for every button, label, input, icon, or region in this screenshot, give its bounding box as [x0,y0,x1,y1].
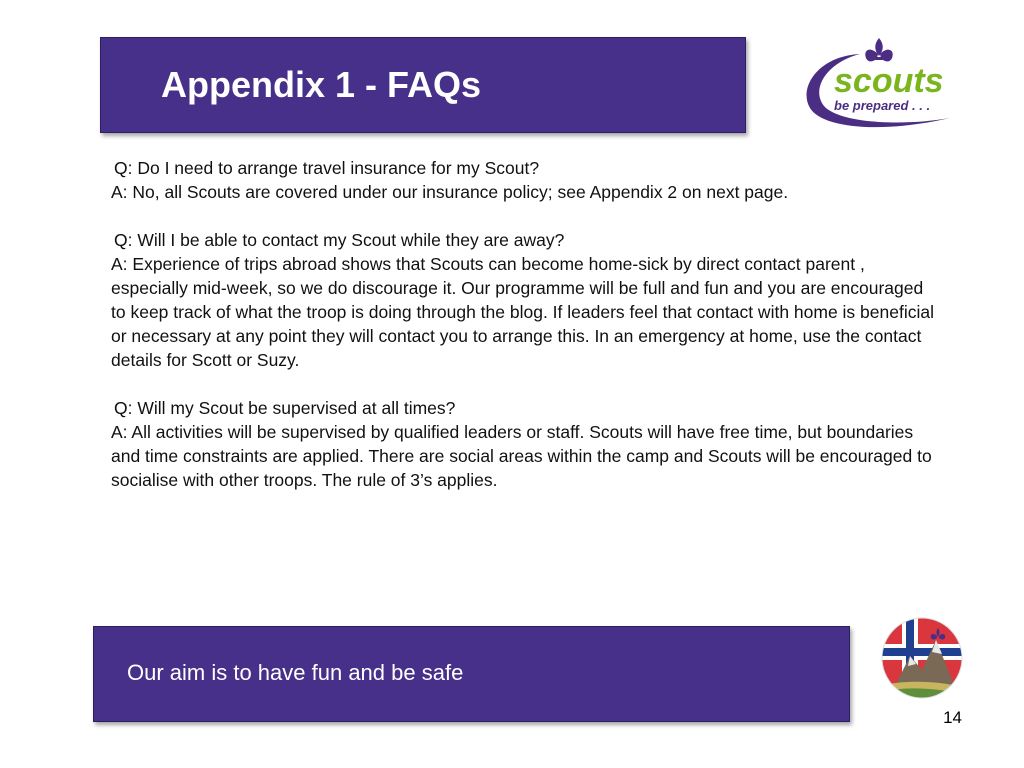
svg-text:be prepared . . .: be prepared . . . [834,98,931,113]
svg-text:scouts: scouts [834,62,944,100]
faq-question: Q: Will my Scout be supervised at all times? [114,398,456,418]
page-number: 14 [943,708,962,727]
slide-title: Appendix 1 - FAQs [161,64,482,105]
fleur-de-lis-icon [865,38,892,61]
faq-list [111,156,941,516]
faq-question: Q: Will I be able to contact my Scout while they are away? [114,230,565,250]
scouts-logo [800,36,970,136]
norway-flag-mountain-badge-icon [880,616,964,700]
faq-item [111,396,941,492]
faq-item [111,156,941,204]
title-banner [100,37,746,133]
faq-answer: A: All activities will be supervised by qualified leaders or staff. Scouts will have free time, but boundaries and time constraints are applied. There are social areas within the camp and Scouts will be encouraged to socialise with other troops. The rule of 3’s applies. [111,422,932,490]
faq-item [111,228,941,372]
footer-banner [93,626,850,722]
footer-text: Our aim is to have fun and be safe [127,660,464,685]
faq-answer: A: Experience of trips abroad shows that Scouts can become home-sick by direct contact parent , especially mid-week, so we do discourage it. Our programme will be full and fun and you are encouraged to keep track of what the troop is doing through the blog. If leaders feel that contact with home is beneficial or necessary at any point they will contact you to arrange this. In an emergency at home, use the contact details for Scott or Suzy. [111,254,934,370]
faq-answer: A: No, all Scouts are covered under our insurance policy; see Appendix 2 on next page. [111,182,789,202]
faq-question: Q: Do I need to arrange travel insurance for my Scout? [114,158,540,178]
